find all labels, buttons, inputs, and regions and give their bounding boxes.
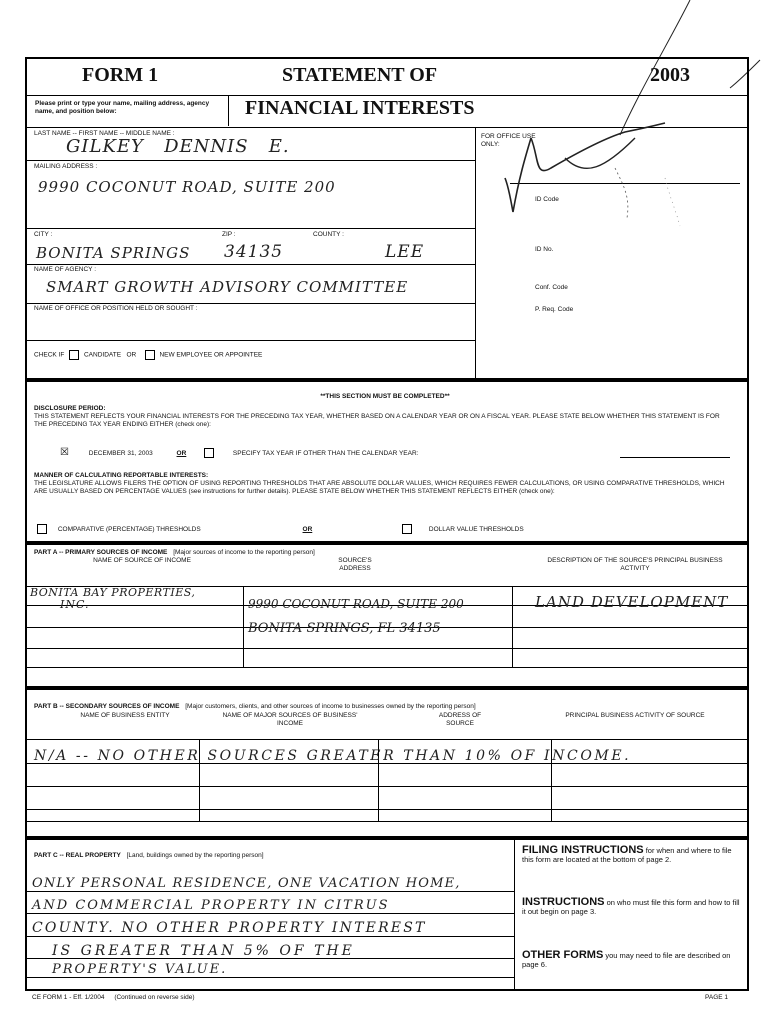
new-employee-label: NEW EMPLOYEE OR APPOINTEE — [159, 351, 263, 359]
part-a-heading: PART A -- PRIMARY SOURCES OF INCOME — [34, 549, 168, 556]
part-c-line-4[interactable]: IS GREATER THAN 5% OF THE — [52, 943, 355, 959]
part-b-heading: PART B -- SECONDARY SOURCES OF INCOME — [34, 703, 180, 710]
office-use-label: FOR OFFICE USE ONLY: — [481, 133, 536, 148]
part-a-col-address: SOURCE'S ADDRESS — [338, 557, 372, 572]
dec-checkbox-checked[interactable]: ☒ — [60, 446, 69, 458]
part-a-source-description[interactable]: LAND DEVELOPMENT — [535, 593, 729, 611]
disclosure-period-text: THIS STATEMENT REFLECTS YOUR FINANCIAL INTERESTS FOR THE PRECEDING TAX YEAR, WHETHER BASED ON A CALENDAR YEAR OR ON A FISCAL YEAR. PLEASE STATE BELOW WHETHER THIS STATEMENT IS FOR THE PRECEDING TAX YEAR ENDING EITHER (check one): — [34, 413, 720, 428]
candidate-label: CANDIDATE — [83, 351, 122, 359]
part-b-entry[interactable]: N/A -- NO OTHER SOURCES GREATER THAN 10% OF INCOME. — [34, 748, 632, 764]
name-value[interactable]: GILKEY DENNIS E. — [66, 136, 290, 157]
office-label: NAME OF OFFICE OR POSITION HELD OR SOUGHT : — [34, 305, 198, 312]
must-complete-note: **THIS SECTION MUST BE COMPLETED** — [320, 393, 450, 400]
dec-option-label: DECEMBER 31, 2003 — [88, 449, 153, 457]
part-b-col-activity: PRINCIPAL BUSINESS ACTIVITY OF SOURCE — [565, 712, 705, 719]
threshold-or-label: OR — [302, 525, 313, 533]
part-a-subheading: [Major sources of income to the reporting person] — [173, 549, 315, 556]
form-title-line1: STATEMENT OF — [282, 64, 438, 86]
specify-checkbox[interactable] — [204, 448, 214, 458]
zip-label: ZIP : — [222, 231, 236, 238]
dollar-label: DOLLAR VALUE THRESHOLDS — [428, 525, 524, 533]
part-c-heading-row — [34, 852, 264, 860]
specify-option-label: SPECIFY TAX YEAR IF OTHER THAN THE CALENDAR YEAR: — [232, 449, 419, 457]
footer-continued: (Continued on reverse side) — [114, 994, 195, 1001]
period-or-label: OR — [176, 449, 187, 457]
p-req-code-label: P. Req. Code — [535, 306, 574, 313]
new-employee-checkbox[interactable] — [145, 350, 155, 360]
part-b-heading-row — [34, 703, 746, 711]
how-to-instructions — [522, 898, 742, 916]
filing-instructions-title: FILING INSTRUCTIONS — [522, 844, 644, 856]
city-value[interactable]: BONITA SPRINGS — [36, 244, 191, 262]
part-c-heading: PART C -- REAL PROPERTY — [34, 852, 121, 859]
candidate-checkbox[interactable] — [69, 350, 79, 360]
footer-left — [32, 994, 195, 1002]
other-forms-text: you may need to file are described on page 6. — [522, 951, 731, 969]
other-forms-note — [522, 951, 742, 969]
county-value[interactable]: LEE — [385, 242, 425, 262]
filing-instructions-text: for when and where to file this form are located at the bottom of page 2. — [522, 846, 732, 864]
part-b-subheading: [Major customers, clients, and other sources of income to businesses owned by the reporting person] — [185, 703, 476, 710]
part-a-source-name-1[interactable]: BONITA BAY PROPERTIES, — [30, 586, 196, 599]
footer-form-id: CE FORM 1 - Eff. 1/2004 — [32, 994, 105, 1001]
part-a-heading-row — [34, 549, 315, 557]
part-b-col-address: ADDRESS OF SOURCE — [438, 712, 482, 727]
city-label: CITY : — [34, 231, 53, 238]
part-c-line-3[interactable]: COUNTY. NO OTHER PROPERTY INTEREST — [32, 920, 427, 936]
part-a-source-name-2[interactable]: INC. — [60, 598, 90, 611]
part-a-source-address-2[interactable]: BONITA SPRINGS, FL 34135 — [248, 621, 441, 636]
part-b-col-entity: NAME OF BUSINESS ENTITY — [80, 712, 170, 719]
part-a-source-address-1[interactable]: 9990 COCONUT ROAD, SUITE 200 — [248, 597, 464, 611]
how-to-instructions-title: INSTRUCTIONS — [522, 896, 605, 908]
disclosure-section — [25, 380, 749, 543]
comparative-checkbox[interactable] — [37, 524, 47, 534]
form-year: 2003 — [650, 64, 690, 86]
filing-instructions — [522, 846, 742, 864]
how-to-instructions-text: on who must file this form and how to fill it out begin on page 3. — [522, 898, 740, 916]
part-c-line-5[interactable]: PROPERTY'S VALUE. — [52, 962, 228, 977]
part-c-line-1[interactable]: ONLY PERSONAL RESIDENCE, ONE VACATION HOME, — [32, 876, 461, 891]
footer-page: PAGE 1 — [705, 994, 729, 1001]
id-code-label: ID Code — [535, 196, 559, 203]
part-a-col-name: NAME OF SOURCE OF INCOME — [93, 557, 191, 564]
zip-value[interactable]: 34135 — [224, 242, 284, 262]
part-a-col-description: DESCRIPTION OF THE SOURCE'S PRINCIPAL BUSINESS ACTIVITY — [547, 557, 723, 572]
form-number: FORM 1 — [82, 64, 159, 86]
or-label: OR — [126, 351, 137, 359]
check-if-label: CHECK IF — [34, 351, 65, 359]
dollar-checkbox[interactable] — [402, 524, 412, 534]
agency-value[interactable]: SMART GROWTH ADVISORY COMMITTEE — [46, 278, 409, 296]
part-c-subheading: [Land, buildings owned by the reporting person] — [126, 852, 264, 859]
office-initials-mark — [495, 118, 745, 228]
conf-code-label: Conf. Code — [535, 284, 568, 291]
name-label: LAST NAME -- FIRST NAME -- MIDDLE NAME : — [34, 130, 175, 137]
threshold-options-row — [34, 524, 734, 534]
part-c-line-2[interactable]: AND COMMERCIAL PROPERTY IN CITRUS — [32, 898, 390, 913]
print-instruction: Please print or type your name, mailing address, agency name, and position below: — [35, 100, 210, 115]
manner-text: THE LEGISLATURE ALLOWS FILERS THE OPTION OF USING REPORTING THRESHOLDS THAT ARE ABSOLUTE DOLLAR VALUES, WHICH REQUIRES FEWER CALCULATIONS, OR USING COMPARATIVE THRESHOLDS, WHICH ARE USUALLY BASED ON PERCENTAGE VALUES (see instructions for further details). PLEASE STATE BELOW WHETHER THIS STATEMENT REFLECTS EITHER (check one): — [34, 480, 725, 495]
other-forms-title: OTHER FORMS — [522, 949, 604, 961]
mailing-label: MAILING ADDRESS : — [34, 163, 98, 170]
county-label: COUNTY : — [313, 231, 344, 238]
agency-label: NAME OF AGENCY : — [34, 266, 97, 273]
form-title-line2: FINANCIAL INTERESTS — [245, 97, 475, 119]
mailing-value[interactable]: 9990 COCONUT ROAD, SUITE 200 — [38, 178, 336, 196]
manner-heading: MANNER OF CALCULATING REPORTABLE INTERESTS: — [34, 472, 209, 479]
check-if-row — [34, 350, 262, 360]
disclosure-period-heading: DISCLOSURE PERIOD: — [34, 405, 106, 412]
id-no-label: ID No. — [535, 246, 554, 253]
comparative-label: COMPARATIVE (PERCENTAGE) THRESHOLDS — [57, 525, 201, 533]
part-b-col-sources: NAME OF MAJOR SOURCES OF BUSINESS' INCOME — [222, 712, 358, 727]
